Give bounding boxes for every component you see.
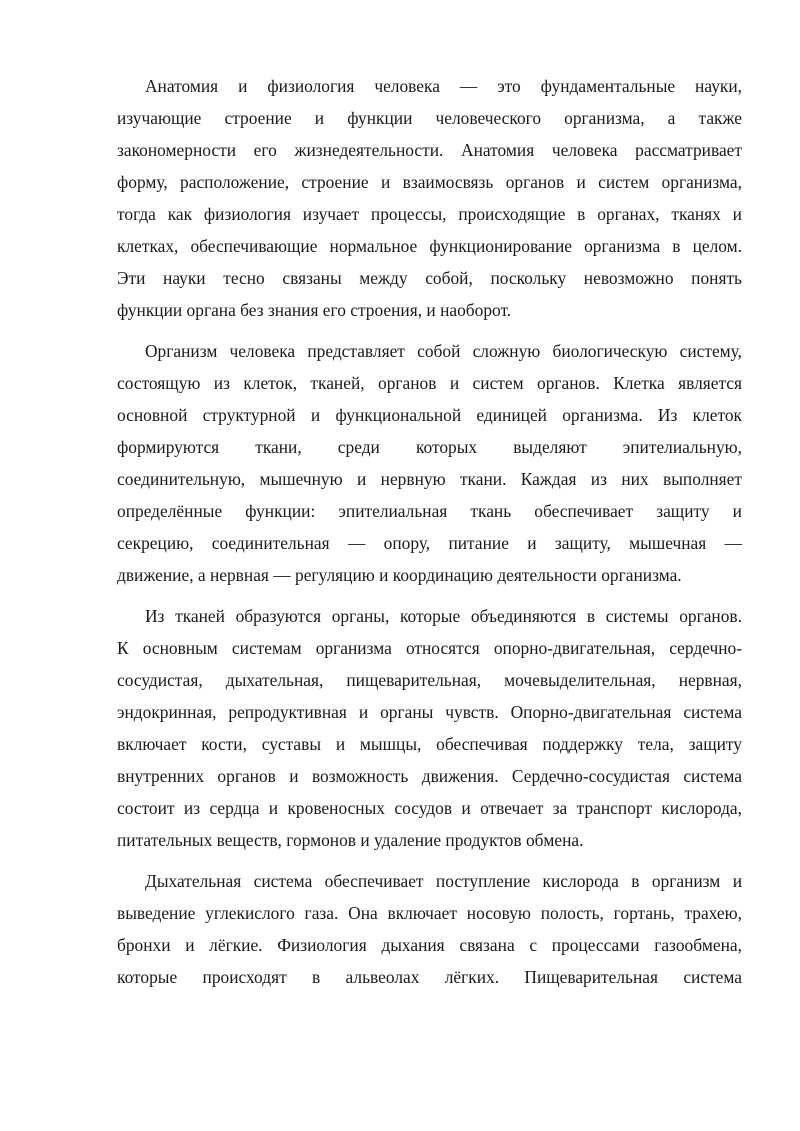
paragraph — [117, 865, 742, 993]
text-line: выведение углекислого газа. Она включает носовую полость, гортань, трахею, — [117, 903, 742, 923]
text-line: которые происходят в альвеолах лёгких. Пищеварительная система — [117, 967, 742, 987]
paragraph — [117, 70, 742, 326]
text-line: движение, а нервная — регуляцию и координацию деятельности организма. — [117, 565, 682, 585]
text-line: соединительную, мышечную и нервную ткани. Каждая из них выполняет — [117, 469, 742, 489]
text-line: изучающие строение и функции человеческого организма, а также — [117, 108, 742, 128]
text-line: Анатомия и физиология человека — это фундаментальные науки, — [145, 76, 742, 96]
text-line: эндокринная, репродуктивная и органы чувств. Опорно-двигательная система — [117, 702, 742, 722]
text-line: сосудистая, дыхательная, пищеварительная, мочевыделительная, нервная, — [117, 670, 742, 690]
text-line: Организм человека представляет собой сложную биологическую систему, — [145, 341, 742, 361]
text-line: состоящую из клеток, тканей, органов и систем органов. Клетка является — [117, 373, 742, 393]
text-line: К основным системам организма относятся опорно-двигательная, сердечно- — [117, 638, 742, 658]
text-line: Дыхательная система обеспечивает поступление кислорода в организм и — [145, 871, 742, 891]
text-line: функции органа без знания его строения, и наоборот. — [117, 300, 512, 320]
text-line: питательных веществ, гормонов и удаление продуктов обмена. — [117, 830, 584, 850]
text-line: состоит из сердца и кровеносных сосудов и отвечает за транспорт кислорода, — [117, 798, 742, 818]
text-line: внутренних органов и возможность движения. Сердечно-сосудистая система — [117, 766, 742, 786]
text-line: тогда как физиология изучает процессы, происходящие в органах, тканях и — [117, 204, 742, 224]
text-line: определённые функции: эпителиальная ткань обеспечивает защиту и — [117, 501, 742, 521]
text-line: клетках, обеспечивающие нормальное функционирование организма в целом. — [117, 236, 742, 256]
paragraph — [117, 600, 742, 856]
paragraph — [117, 335, 742, 591]
text-line: закономерности его жизнедеятельности. Анатомия человека рассматривает — [117, 140, 742, 160]
document-body — [117, 70, 742, 993]
text-line: основной структурной и функциональной единицей организма. Из клеток — [117, 405, 742, 425]
text-line: форму, расположение, строение и взаимосвязь органов и систем организма, — [117, 172, 742, 192]
text-line: бронхи и лёгкие. Физиология дыхания связана с процессами газообмена, — [117, 935, 742, 955]
text-line: включает кости, суставы и мышцы, обеспечивая поддержку тела, защиту — [117, 734, 742, 754]
text-line: Эти науки тесно связаны между собой, поскольку невозможно понять — [117, 268, 742, 288]
text-line: Из тканей образуются органы, которые объединяются в системы органов. — [145, 606, 742, 626]
text-line: формируются ткани, среди которых выделяют эпителиальную, — [117, 437, 742, 457]
text-line: секрецию, соединительная — опору, питание и защиту, мышечная — — [117, 533, 742, 553]
